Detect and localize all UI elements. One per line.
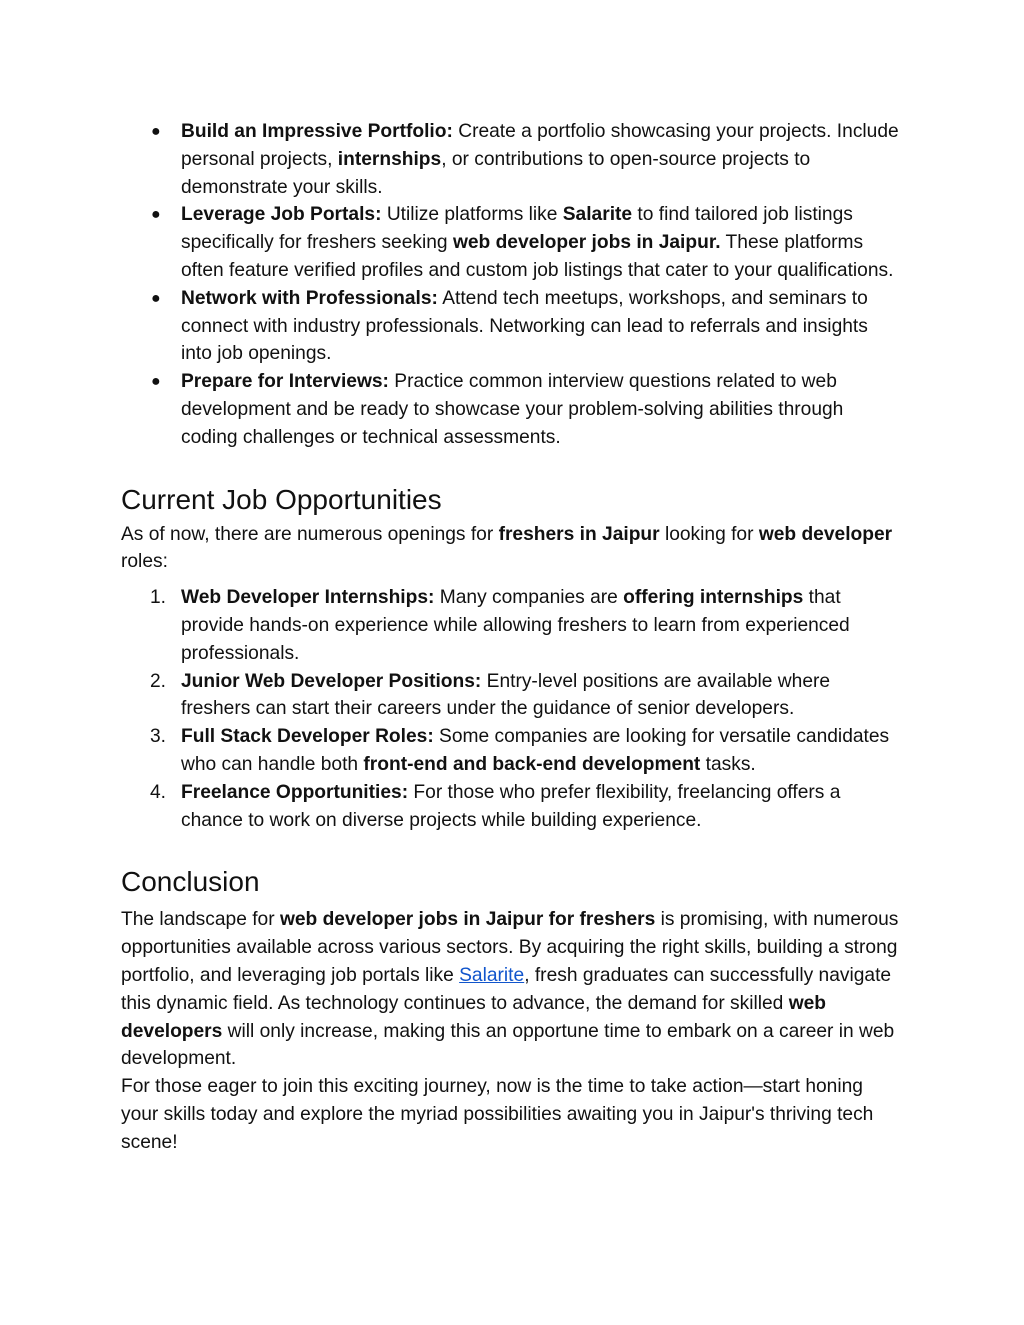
closing-paragraph: For those eager to join this exciting journey, now is the time to take action—start honing your skills today and explore the myriad possibilities awaiting you in Jaipur's thriving tech scene!: [121, 1076, 874, 1153]
item-title: Junior Web Developer Positions:: [181, 670, 482, 692]
item-text: Some companies are looking for versatile candidates who can handle both: [181, 726, 890, 775]
item-number: 1.: [150, 587, 167, 609]
document-page: [121, 118, 903, 1157]
item-text: Many companies are: [434, 587, 624, 609]
item-text: These platforms often feature verified profiles and custom job listings that cater to your qualifications.: [181, 232, 894, 281]
item-emphasis: internships: [337, 148, 442, 170]
section-heading-conclusion: Conclusion: [121, 866, 260, 898]
item-title: Web Developer Internships:: [181, 587, 435, 609]
paragraph-emphasis: web developers: [121, 992, 827, 1042]
item-title: Build an Impressive Portfolio:: [181, 121, 453, 142]
paragraph-text: , fresh graduates can successfully navigate this dynamic field. As technology continues to advance, the demand for skilled: [121, 964, 892, 1014]
item-title: Network with Professionals:: [181, 287, 438, 309]
item-text: Utilize platforms like: [381, 204, 563, 226]
bullet-icon: ●: [151, 123, 161, 140]
salarite-link[interactable]: Salarite: [459, 964, 525, 986]
paragraph-text: is promising, with numerous opportunities available across various sectors. By acquiring the right skills, building a strong portfolio, and leveraging job portals like: [121, 909, 899, 986]
list-item: [121, 584, 903, 667]
item-title: Prepare for Interviews:: [181, 371, 389, 393]
intro-text: As of now, there are numerous openings for: [121, 523, 499, 545]
item-text: tasks.: [700, 753, 756, 775]
list-item: [121, 285, 903, 368]
paragraph-emphasis: web developer jobs in Jaipur for freshers: [279, 909, 656, 931]
list-item: [121, 779, 903, 835]
list-item: [121, 723, 903, 779]
item-emphasis: front-end and back-end development: [363, 753, 701, 775]
item-title: Leverage Job Portals:: [181, 204, 382, 226]
bullet-icon: ●: [151, 289, 161, 307]
section-intro: [121, 521, 903, 577]
list-item: [121, 201, 903, 284]
item-text: Practice common interview questions related to web development and be ready to showcase your problem-solving abilities through coding challenges or technical assessments.: [181, 371, 844, 448]
conclusion-paragraph: [121, 906, 903, 1073]
item-title: Freelance Opportunities:: [181, 781, 409, 803]
item-emphasis: Salarite: [562, 204, 633, 226]
bullet-icon: ●: [151, 373, 161, 391]
list-item: [121, 118, 903, 201]
bullet-icon: ●: [151, 206, 161, 224]
item-emphasis: web developer jobs in Jaipur.: [452, 232, 721, 254]
intro-text: roles:: [121, 551, 168, 573]
list-item: [121, 368, 903, 451]
opportunities-list: [121, 584, 903, 834]
paragraph-text: will only increase, making this an opportune time to embark on a career in web development.: [121, 1020, 895, 1070]
list-item: [121, 668, 903, 724]
item-number: 4.: [150, 781, 167, 803]
item-number: 3.: [150, 726, 167, 748]
intro-emphasis: freshers in Jaipur: [498, 523, 660, 545]
item-text: Attend tech meetups, workshops, and seminars to connect with industry professionals. Networking can lead to referrals and insights into job openings.: [181, 287, 868, 365]
item-emphasis: offering internships: [623, 587, 804, 609]
item-text: that provide hands-on experience while allowing freshers to learn from experienced professionals.: [181, 587, 850, 664]
tips-list: [121, 118, 903, 452]
intro-emphasis: web developer: [758, 523, 893, 545]
section-heading-current-jobs: Current Job Opportunities: [121, 483, 442, 515]
paragraph-text: The landscape for: [121, 909, 280, 931]
item-title: Full Stack Developer Roles:: [181, 726, 434, 748]
intro-text: looking for: [659, 523, 759, 545]
item-number: 2.: [150, 670, 167, 692]
item-text: , or contributions to open-source projects to demonstrate your skills.: [181, 148, 811, 198]
item-text: Entry-level positions are available where freshers can start their careers under the guidance of senior developers.: [181, 670, 831, 720]
item-text: Create a portfolio showcasing your projects. Include personal projects,: [181, 121, 899, 170]
item-text: to find tailored job listings specifically for freshers seeking: [181, 204, 853, 254]
item-text: For those who prefer flexibility, freelancing offers a chance to work on diverse projects while building experience.: [181, 781, 841, 831]
